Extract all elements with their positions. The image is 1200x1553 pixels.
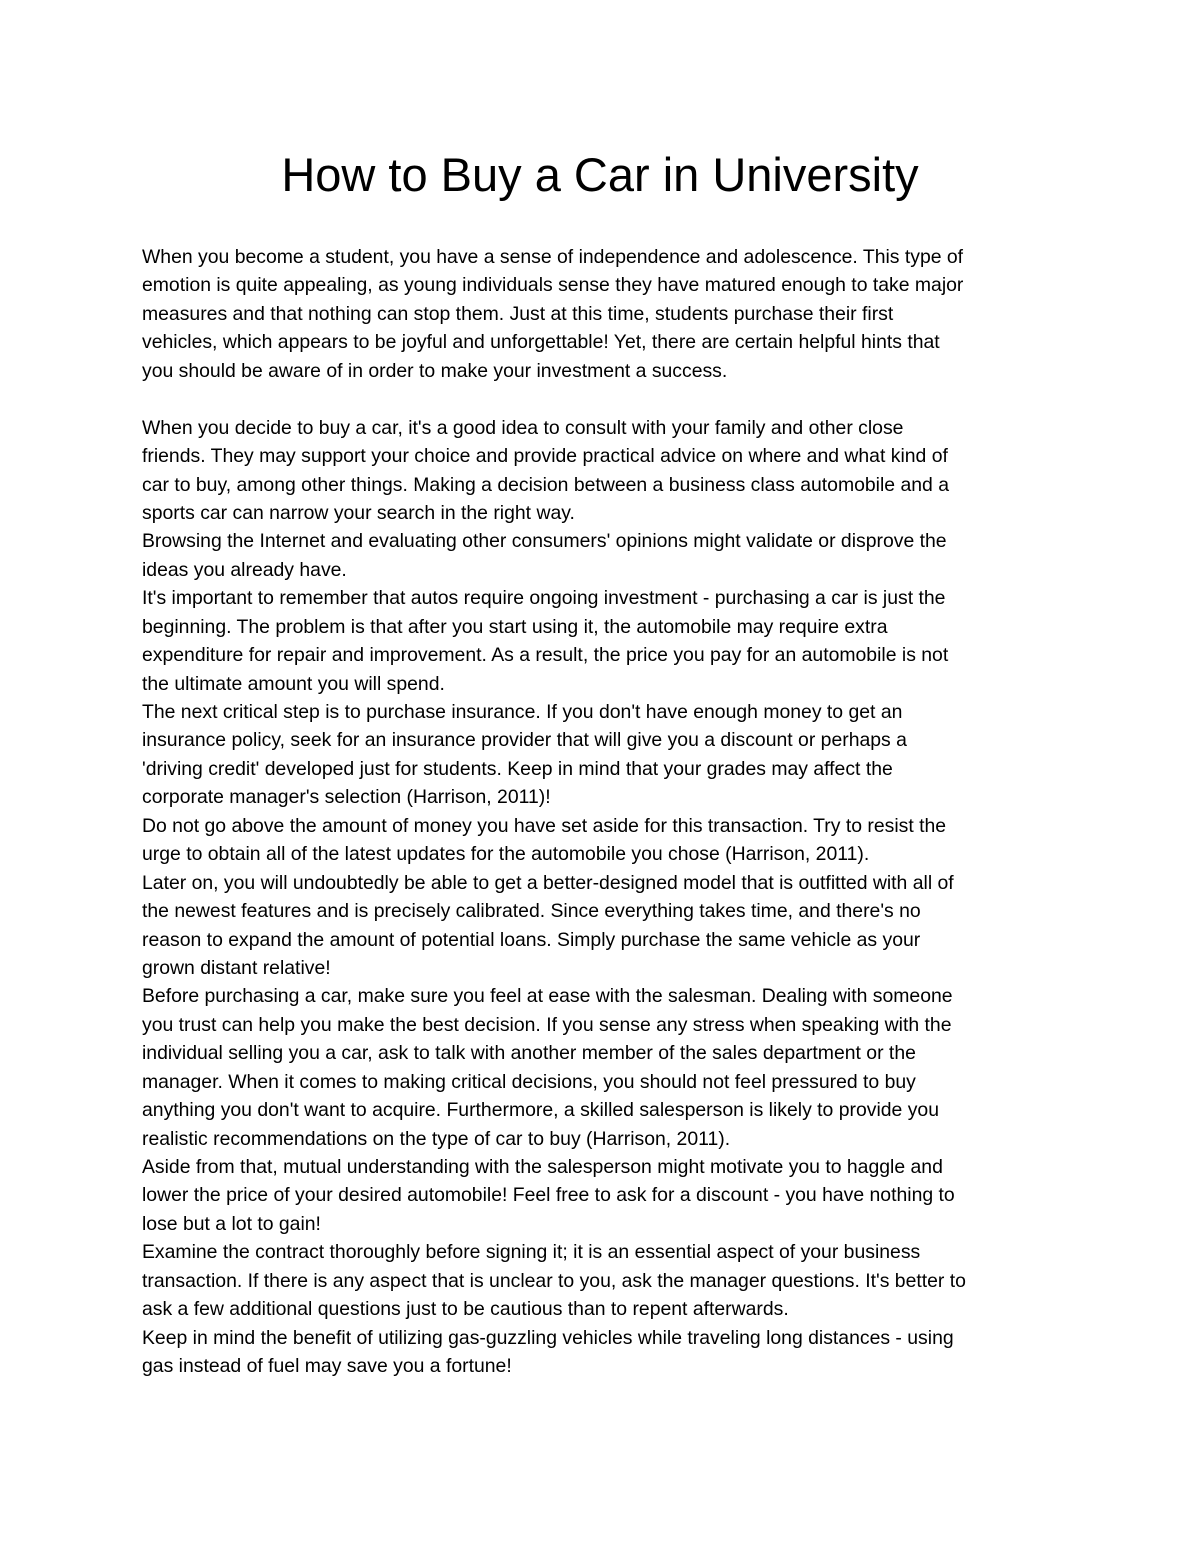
text-line: Keep in mind the benefit of utilizing gas-guzzling vehicles while traveling long distances - using — [142, 1326, 954, 1349]
text-line: realistic recommendations on the type of car to buy (Harrison, 2011). — [142, 1127, 731, 1150]
text-line: Later on, you will undoubtedly be able to get a better-designed model that is outfitted with all of — [142, 871, 954, 894]
text-line: lower the price of your desired automobile! Feel free to ask for a discount - you have nothing to — [142, 1184, 955, 1207]
text-line: car to buy, among other things. Making a decision between a business class automobile and a — [142, 473, 949, 496]
text-line: corporate manager's selection (Harrison, 2011)! — [142, 786, 551, 809]
paragraph — [142, 982, 1072, 1153]
paragraph — [142, 869, 1072, 983]
text-line: emotion is quite appealing, as young individuals sense they have matured enough to take major — [142, 274, 964, 297]
text-line: you trust can help you make the best decision. If you sense any stress when speaking with the — [142, 1013, 952, 1036]
text-line: Before purchasing a car, make sure you feel at ease with the salesman. Dealing with someone — [142, 985, 953, 1008]
text-line: grown distant relative! — [142, 956, 331, 979]
paragraph — [142, 527, 1072, 584]
text-line: Browsing the Internet and evaluating other consumers' opinions might validate or disprove the — [142, 530, 947, 553]
paragraph — [142, 243, 1072, 385]
text-line: beginning. The problem is that after you start using it, the automobile may require extra — [142, 615, 888, 638]
paragraph — [142, 414, 1072, 528]
text-line: measures and that nothing can stop them. Just at this time, students purchase their first — [142, 302, 894, 325]
text-line: expenditure for repair and improvement. As a result, the price you pay for an automobile is not — [142, 644, 949, 667]
text-line: anything you don't want to acquire. Furthermore, a skilled salesperson is likely to provide you — [142, 1099, 939, 1122]
text-line: When you become a student, you have a sense of independence and adolescence. This type of — [142, 246, 964, 268]
paragraph — [142, 1153, 1072, 1238]
paragraph — [142, 698, 1072, 812]
document-title: How to Buy a Car in University — [281, 148, 919, 201]
text-line: the newest features and is precisely calibrated. Since everything takes time, and there's no — [142, 900, 921, 923]
paragraph — [142, 584, 1072, 698]
paragraph — [142, 1238, 1072, 1323]
text-line: individual selling you a car, ask to talk with another member of the sales department or the — [142, 1042, 916, 1065]
text-line: It's important to remember that autos require ongoing investment - purchasing a car is just the — [142, 587, 946, 610]
text-line: The next critical step is to purchase insurance. If you don't have enough money to get an — [142, 701, 903, 723]
document-body — [142, 243, 1072, 1381]
text-line: gas instead of fuel may save you a fortune! — [142, 1355, 512, 1378]
text-line: lose but a lot to gain! — [142, 1212, 321, 1235]
text-line: reason to expand the amount of potential loans. Simply purchase the same vehicle as your — [142, 928, 921, 951]
text-line: transaction. If there is any aspect that is unclear to you, ask the manager questions. It's better to — [142, 1269, 966, 1292]
text-line: 'driving credit' developed just for students. Keep in mind that your grades may affect the — [142, 757, 893, 780]
text-line: the ultimate amount you will spend. — [142, 672, 445, 695]
text-line: you should be aware of in order to make your investment a success. — [142, 359, 728, 382]
text-line: sports car can narrow your search in the right way. — [142, 501, 575, 524]
text-line: friends. They may support your choice and provide practical advice on where and what kind of — [142, 445, 948, 468]
text-line: ideas you already have. — [142, 558, 347, 581]
text-line: ask a few additional questions just to be cautious than to repent afterwards. — [142, 1298, 789, 1321]
text-line: insurance policy, seek for an insurance provider that will give you a discount or perhaps a — [142, 729, 907, 752]
text-line: Examine the contract thoroughly before signing it; it is an essential aspect of your business — [142, 1241, 921, 1264]
paragraph — [142, 812, 1072, 869]
paragraph — [142, 1324, 1072, 1381]
text-line: urge to obtain all of the latest updates for the automobile you chose (Harrison, 2011). — [142, 843, 870, 866]
paragraph-gap — [142, 385, 1072, 413]
text-line: Aside from that, mutual understanding with the salesperson might motivate you to haggle and — [142, 1156, 943, 1178]
text-line: vehicles, which appears to be joyful and unforgettable! Yet, there are certain helpful hints that — [142, 331, 940, 354]
text-line: manager. When it comes to making critical decisions, you should not feel pressured to buy — [142, 1070, 916, 1093]
text-line: When you decide to buy a car, it's a good idea to consult with your family and other close — [142, 416, 904, 439]
text-line: Do not go above the amount of money you have set aside for this transaction. Try to resist the — [142, 814, 947, 837]
